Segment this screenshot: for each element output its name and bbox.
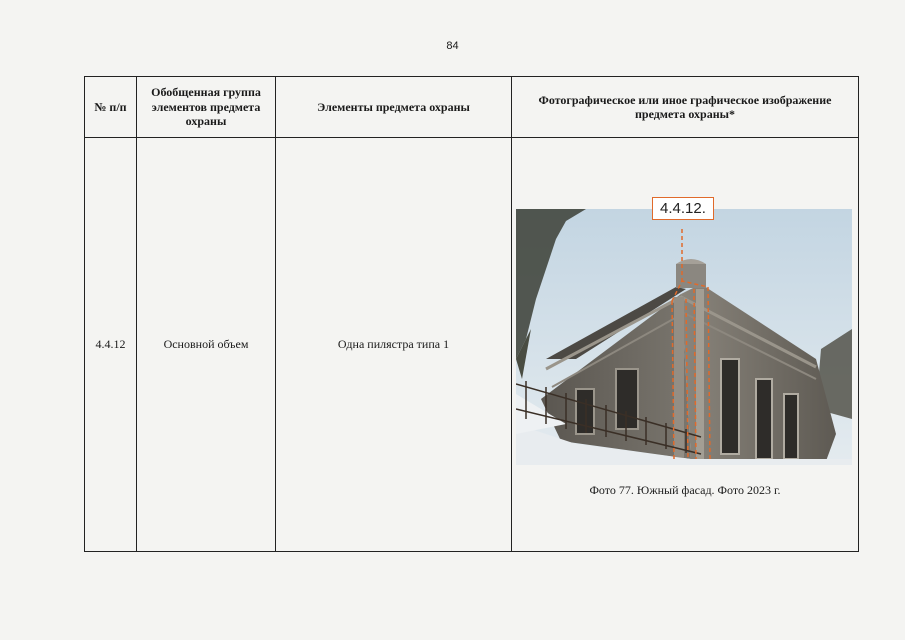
table-row [85,138,859,552]
cell-group: Основной объем [137,138,276,552]
photo-marker-label: 4.4.12. [652,197,714,220]
photo-caption: Фото 77. Южный фасад. Фото 2023 г. [589,483,781,497]
table-header-row [85,77,859,138]
cell-element: Одна пилястра типа 1 [276,138,512,552]
cell-photo [512,138,859,552]
header-image: Фотографическое или иное графическое изображение предмета охраны* [512,77,859,138]
facade-photo-image [516,209,852,465]
header-group: Обобщенная группа элементов предмета охраны [137,77,276,138]
facade-photo [516,200,852,465]
page-number: 84 [446,40,459,52]
protection-table [84,76,859,552]
cell-number: 4.4.12 [85,138,137,552]
header-number: № п/п [85,77,137,138]
header-elements: Элементы предмета охраны [276,77,512,138]
